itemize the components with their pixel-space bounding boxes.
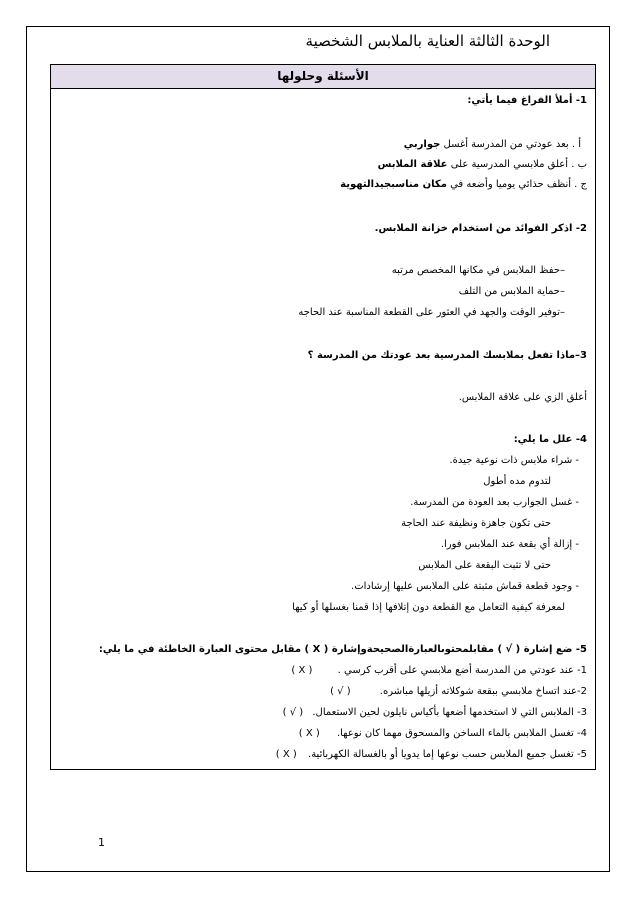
- q2-title: 2- اذكر الفوائد من استخدام خزانة الملابس.: [374, 223, 587, 234]
- q5-statement: 5- تغسل جميع الملابس حسب نوعها إما يدويا أو بالغسالة الكهربائية. ( X ): [275, 749, 587, 760]
- q4-reason: لتدوم مده أطول: [483, 476, 551, 487]
- section-header: الأسئلة وحلولها: [51, 65, 595, 89]
- q5-mark: ( X ): [275, 749, 297, 760]
- q3-title: 3–ماذا تفعل بملابسك المدرسية بعد عودتك من المدرسة ؟: [307, 350, 587, 361]
- questions-box: [50, 64, 596, 770]
- q4-statement: - غسل الجوارب بعد العودة من المدرسة.: [410, 497, 579, 508]
- q1-item-b: ب . أعلق ملابسي المدرسية على علاقة الملابس: [377, 159, 587, 170]
- q4-reason: حتى لا تثبت البقعة على الملابس: [418, 560, 551, 571]
- q1-item-a: أ . بعد عودتي من المدرسة أغسل جواربي: [403, 139, 581, 150]
- q1-title: 1- أملأ الفراغ فيما يأتي:: [467, 95, 587, 106]
- q2-item: –حفظ الملابس في مكانها المخصص مرتبه: [391, 265, 565, 276]
- q5-mark: ( √ ): [282, 707, 304, 718]
- q5-mark: ( X ): [298, 728, 320, 739]
- q3-answer: أعلق الزي على علاقة الملابس.: [458, 392, 587, 403]
- q5-statement: 1- عند عودتي من المدرسة أضع ملابسي على أقرب كرسي . ( X ): [291, 665, 587, 676]
- q4-statement: - إزالة أي بقعة عند الملابس فورا.: [440, 539, 579, 550]
- q5-statement: 4- تغسل الملابس بالماء الساخن والمسحوق مهما كان نوعها. ( X ): [298, 728, 587, 739]
- q5-statement: 2-عند اتساخ ملابسي ببقعة شوكلاته أزيلها مباشره. ( √ ): [330, 686, 587, 697]
- q4-reason: حتى تكون جاهزة ونظيفة عند الحاجة: [401, 518, 551, 529]
- q4-statement: - شراء ملابس ذات نوعية جيدة.: [449, 455, 579, 466]
- q2-item: –توفير الوقت والجهد في العثور على القطعة المناسبة عند الحاجه: [298, 307, 565, 318]
- q4-reason: لمعرفة كيفية التعامل مع القطعة دون إتلافها إذا قمنا بغسلها أو كيها: [292, 602, 565, 613]
- q2-item: –حماية الملابس من التلف: [458, 286, 565, 297]
- q1-item-c: ج . أنظف حذائي يوميا وأضعه في مكان مناسبجيدالتهوية: [340, 179, 587, 190]
- q5-statement: 3- الملابس التي لا استخدمها أضعها بأكياس نايلون لحين الاستعمال. ( √ ): [282, 707, 587, 718]
- q5-mark: ( X ): [291, 665, 313, 676]
- questions-content: [51, 89, 595, 769]
- q5-mark: ( √ ): [330, 686, 351, 697]
- q4-title: 4- علل ما يلي:: [513, 434, 587, 445]
- unit-title: الوحدة الثالثة العناية بالملابس الشخصية: [305, 32, 550, 50]
- page-number: 1: [98, 836, 105, 849]
- q5-title: 5- ضع إشارة ( √ ) مقابلمحتوىالعبارةالصحيحةوإشارة ( X ) مقابل محتوى العبارة الخاطئة في ما يلي:: [98, 644, 587, 655]
- q4-statement: - وجود قطعة قماش مثبتة على الملابس عليها إرشادات.: [351, 581, 579, 592]
